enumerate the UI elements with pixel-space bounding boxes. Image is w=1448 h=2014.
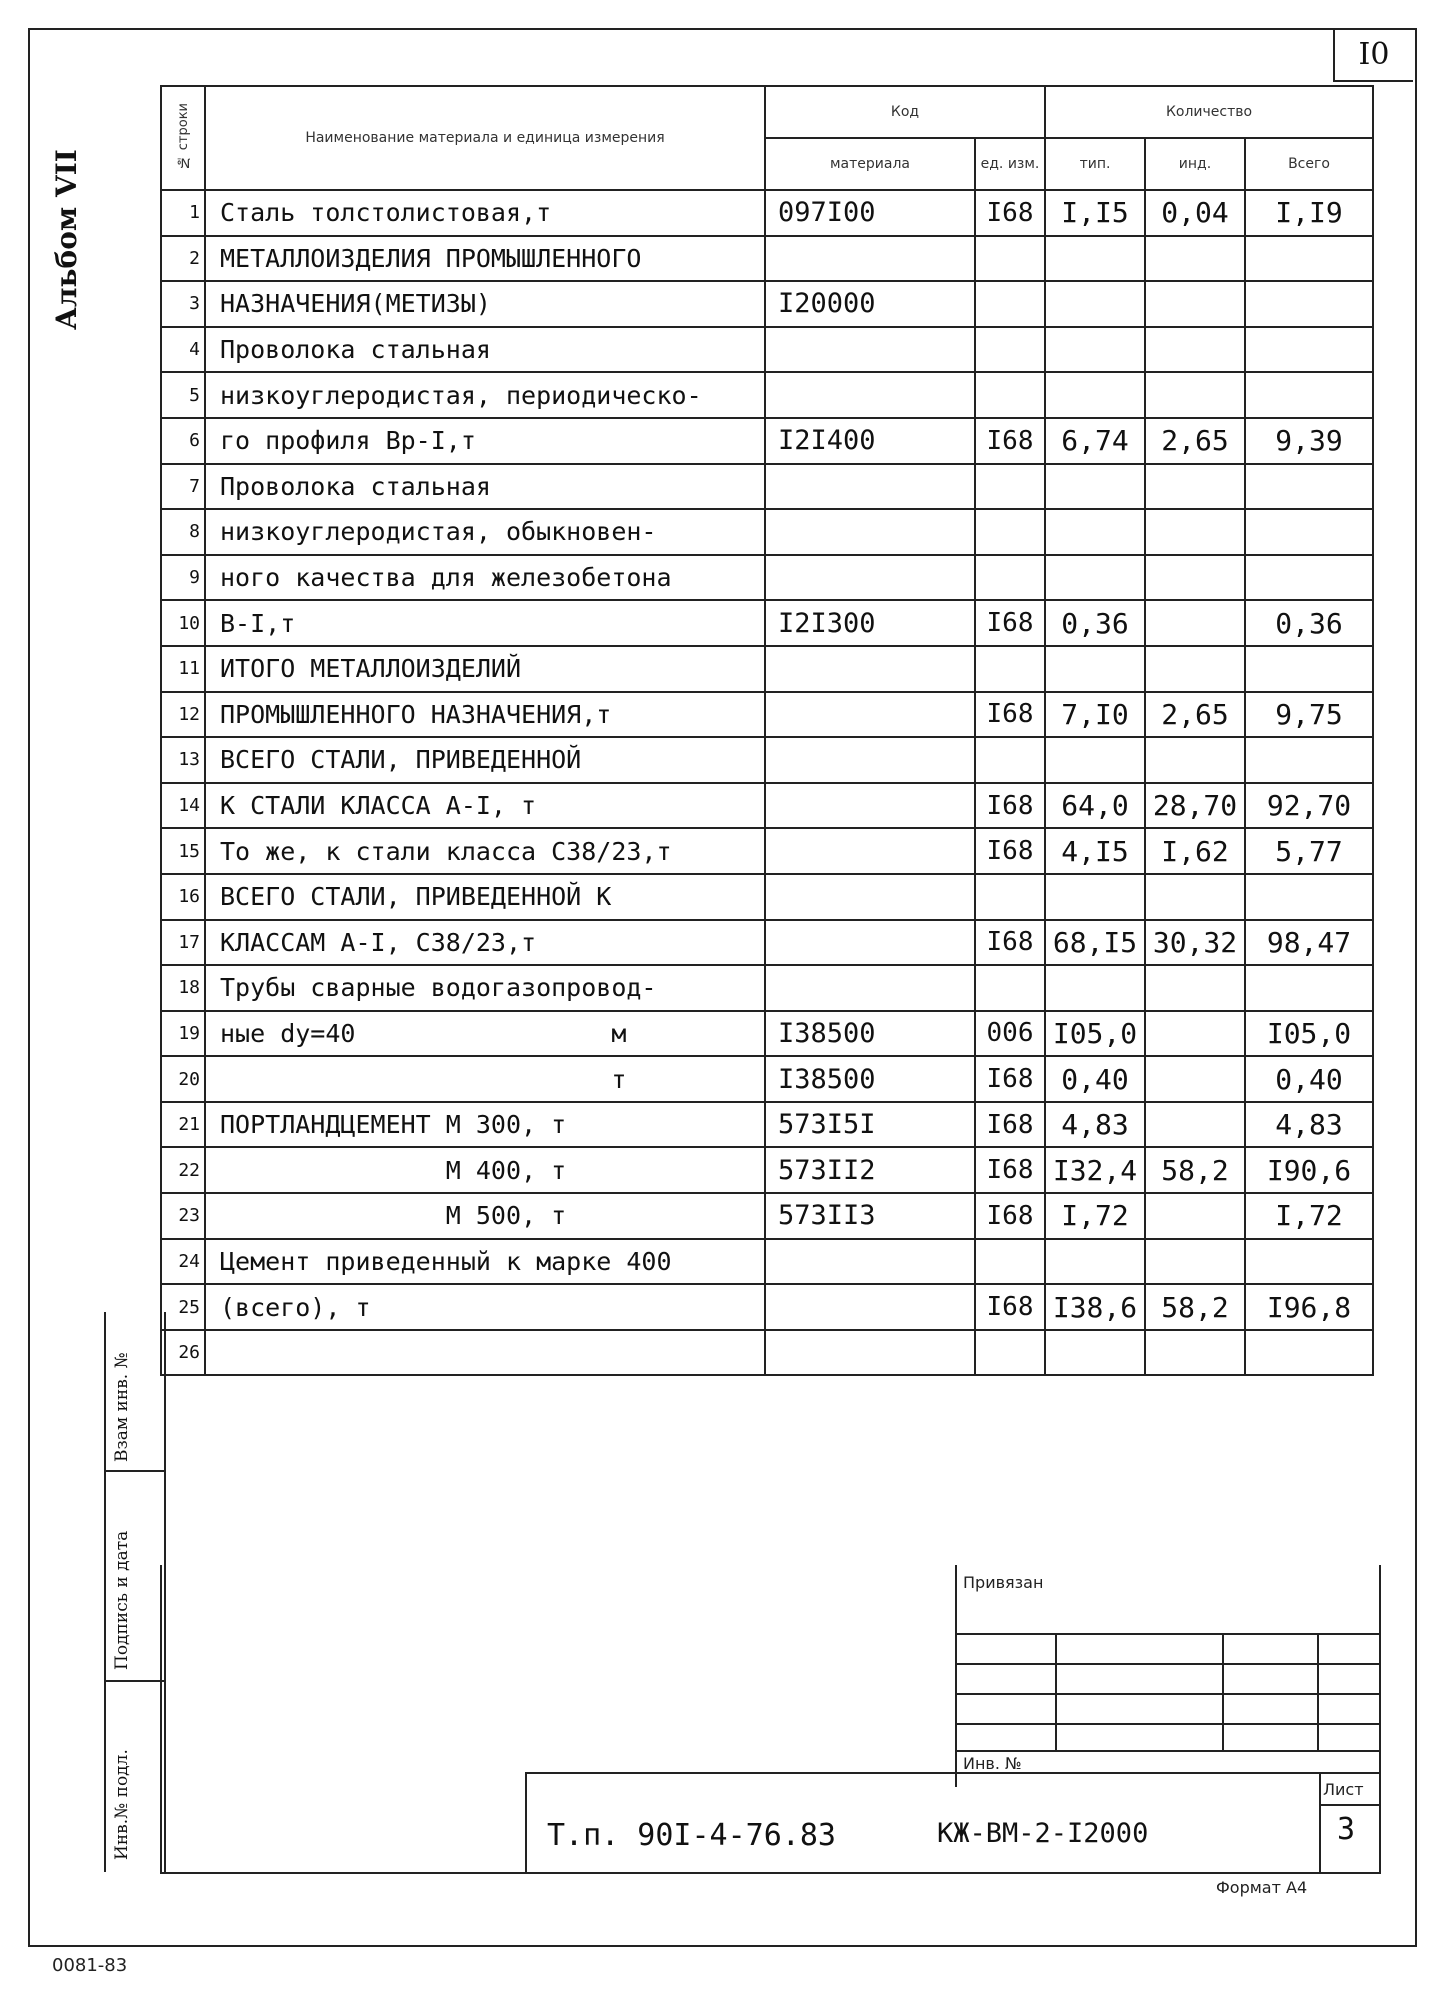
doc-code: КЖ-ВМ-2-I2000: [937, 1818, 1149, 1849]
row-qty-typ: [1045, 965, 1145, 1011]
header-qty-ind: инд.: [1145, 138, 1245, 190]
header-code-unit: ед. изм.: [975, 138, 1045, 190]
row-material-code: 573II2: [765, 1147, 975, 1193]
row-material-code: I2I300: [765, 600, 975, 646]
row-material-code: [765, 509, 975, 555]
row-qty-total: I96,8: [1245, 1284, 1373, 1330]
row-material-code: 097I00: [765, 190, 975, 236]
row-unit-code: I68: [975, 418, 1045, 464]
row-unit-code: I68: [975, 1102, 1045, 1148]
row-qty-ind: [1145, 236, 1245, 282]
row-unit-code: I68: [975, 783, 1045, 829]
row-material-code: [765, 1330, 975, 1376]
row-unit-code: I68: [975, 1193, 1045, 1239]
table-row: [161, 692, 1373, 738]
row-number: 18: [161, 965, 205, 1011]
row-unit-code: [975, 646, 1045, 692]
stamp-inv-podl: Инв.№ подл.: [112, 1749, 132, 1860]
row-qty-ind: 30,32: [1145, 920, 1245, 966]
row-qty-total: [1245, 327, 1373, 373]
table-row: [161, 372, 1373, 418]
row-qty-total: [1245, 372, 1373, 418]
row-qty-typ: [1045, 1239, 1145, 1285]
list-number: 3: [1337, 1812, 1356, 1847]
row-qty-typ: I05,0: [1045, 1011, 1145, 1057]
row-unit-code: I68: [975, 1147, 1045, 1193]
row-qty-total: I90,6: [1245, 1147, 1373, 1193]
table-row: [161, 509, 1373, 555]
stamp-podpis: Подпись и дата: [106, 1470, 164, 1682]
row-qty-ind: I,62: [1145, 828, 1245, 874]
row-unit-code: I68: [975, 692, 1045, 738]
row-material-code: I38500: [765, 1056, 975, 1102]
row-material-code: [765, 692, 975, 738]
table-row: [161, 1056, 1373, 1102]
table-row: [161, 418, 1373, 464]
row-number: 9: [161, 555, 205, 601]
row-unit-code: [975, 1239, 1045, 1285]
row-qty-typ: [1045, 874, 1145, 920]
table-row: [161, 190, 1373, 236]
row-qty-total: 0,40: [1245, 1056, 1373, 1102]
row-number: 13: [161, 737, 205, 783]
row-unit-code: [975, 464, 1045, 510]
stamp-vzam: Взам инв. №: [106, 1312, 164, 1472]
row-qty-total: I05,0: [1245, 1011, 1373, 1057]
table-row: [161, 1330, 1373, 1376]
table-row: [161, 1239, 1373, 1285]
row-qty-total: [1245, 555, 1373, 601]
row-qty-total: [1245, 1330, 1373, 1376]
row-name: Проволока стальная: [205, 327, 765, 373]
row-qty-ind: [1145, 1239, 1245, 1285]
table-row: [161, 327, 1373, 373]
table-row: [161, 737, 1373, 783]
row-unit-code: [975, 509, 1045, 555]
row-name: ПРОМЫШЛЕННОГО НАЗНАЧЕНИЯ,т: [205, 692, 765, 738]
table-row: [161, 1284, 1373, 1330]
row-number: 16: [161, 874, 205, 920]
row-number: 25: [161, 1284, 205, 1330]
row-material-code: [765, 828, 975, 874]
row-material-code: I20000: [765, 281, 975, 327]
row-unit-code: [975, 737, 1045, 783]
project-code: Т.п. 90I-4-76.83: [547, 1818, 836, 1853]
table-row: [161, 600, 1373, 646]
row-number: 6: [161, 418, 205, 464]
row-unit-code: [975, 555, 1045, 601]
side-stamp: [104, 1312, 166, 1872]
table-row: [161, 236, 1373, 282]
row-number: 7: [161, 464, 205, 510]
row-qty-total: 4,83: [1245, 1102, 1373, 1148]
row-name: НАЗНАЧЕНИЯ(МЕТИЗЫ): [205, 281, 765, 327]
row-name: ВСЕГО СТАЛИ, ПРИВЕДЕННОЙ К: [205, 874, 765, 920]
row-qty-total: [1245, 281, 1373, 327]
row-name: низкоуглеродистая, обыкновен-: [205, 509, 765, 555]
row-qty-total: [1245, 236, 1373, 282]
row-qty-ind: [1145, 281, 1245, 327]
row-unit-code: [975, 327, 1045, 373]
row-name: (всего), т: [205, 1284, 765, 1330]
row-qty-total: [1245, 737, 1373, 783]
row-name: т: [205, 1056, 765, 1102]
row-number: 2: [161, 236, 205, 282]
row-material-code: 573II3: [765, 1193, 975, 1239]
row-qty-typ: [1045, 1330, 1145, 1376]
row-number: 11: [161, 646, 205, 692]
row-material-code: [765, 874, 975, 920]
row-qty-ind: [1145, 1330, 1245, 1376]
row-qty-total: 0,36: [1245, 600, 1373, 646]
row-qty-typ: 68,I5: [1045, 920, 1145, 966]
row-qty-ind: 58,2: [1145, 1284, 1245, 1330]
title-block: [525, 1772, 1379, 1874]
row-qty-typ: [1045, 509, 1145, 555]
row-number: 17: [161, 920, 205, 966]
row-qty-typ: [1045, 464, 1145, 510]
row-material-code: I38500: [765, 1011, 975, 1057]
row-qty-typ: 4,I5: [1045, 828, 1145, 874]
material-table: [160, 85, 1374, 1376]
row-number: 20: [161, 1056, 205, 1102]
row-qty-ind: [1145, 600, 1245, 646]
table-row: [161, 281, 1373, 327]
header-qty-total: Всего: [1245, 138, 1373, 190]
table-row: [161, 555, 1373, 601]
row-number: 10: [161, 600, 205, 646]
row-material-code: [765, 1239, 975, 1285]
row-qty-total: [1245, 1239, 1373, 1285]
row-number: 19: [161, 1011, 205, 1057]
row-name: го профиля Вр-I,т: [205, 418, 765, 464]
row-qty-ind: [1145, 1102, 1245, 1148]
row-name: низкоуглеродистая, периодическо-: [205, 372, 765, 418]
row-name: ПОРТЛАНДЦЕМЕНТ М 300, т: [205, 1102, 765, 1148]
table-row: [161, 1193, 1373, 1239]
row-unit-code: I68: [975, 828, 1045, 874]
page-number: I0: [1333, 30, 1413, 82]
row-qty-typ: 6,74: [1045, 418, 1145, 464]
header-code: Код: [765, 86, 1045, 138]
row-material-code: [765, 236, 975, 282]
row-material-code: 573I5I: [765, 1102, 975, 1148]
row-number: 12: [161, 692, 205, 738]
row-material-code: [765, 327, 975, 373]
row-name: М 500, т: [205, 1193, 765, 1239]
row-qty-ind: [1145, 464, 1245, 510]
row-name: ного качества для железобетона: [205, 555, 765, 601]
row-qty-total: [1245, 965, 1373, 1011]
row-material-code: [765, 555, 975, 601]
row-number: 8: [161, 509, 205, 555]
bottom-code: 0081-83: [52, 1955, 128, 1976]
row-qty-ind: [1145, 874, 1245, 920]
binding-grid: [955, 1565, 1379, 1787]
row-number: 4: [161, 327, 205, 373]
row-name: В-I,т: [205, 600, 765, 646]
table-row: [161, 828, 1373, 874]
row-qty-total: I,I9: [1245, 190, 1373, 236]
row-qty-typ: [1045, 327, 1145, 373]
row-qty-typ: I,I5: [1045, 190, 1145, 236]
row-qty-total: [1245, 646, 1373, 692]
row-unit-code: [975, 236, 1045, 282]
row-qty-total: 92,70: [1245, 783, 1373, 829]
row-unit-code: I68: [975, 190, 1045, 236]
row-qty-ind: [1145, 555, 1245, 601]
header-name: Наименование материала и единица измерения: [205, 86, 765, 190]
row-qty-typ: I,72: [1045, 1193, 1145, 1239]
row-name: Цемент приведенный к марке 400: [205, 1239, 765, 1285]
row-name: К СТАЛИ КЛАССА А-I, т: [205, 783, 765, 829]
row-unit-code: I68: [975, 1284, 1045, 1330]
row-qty-ind: 58,2: [1145, 1147, 1245, 1193]
row-name: КЛАССАМ А-I, С38/23,т: [205, 920, 765, 966]
header-qty: Количество: [1045, 86, 1373, 138]
row-qty-ind: [1145, 509, 1245, 555]
row-material-code: [765, 372, 975, 418]
inv-no-label: Инв. №: [963, 1754, 1022, 1773]
row-qty-typ: [1045, 646, 1145, 692]
row-material-code: [765, 965, 975, 1011]
row-qty-ind: [1145, 1056, 1245, 1102]
row-unit-code: [975, 281, 1045, 327]
row-qty-typ: [1045, 737, 1145, 783]
table-row: [161, 464, 1373, 510]
privyazan-label: Привязан: [963, 1573, 1044, 1592]
row-number: 24: [161, 1239, 205, 1285]
row-material-code: [765, 464, 975, 510]
table-row: [161, 874, 1373, 920]
row-unit-code: I68: [975, 600, 1045, 646]
table-row: [161, 1147, 1373, 1193]
row-qty-typ: [1045, 555, 1145, 601]
row-name: [205, 1330, 765, 1376]
row-name: ВСЕГО СТАЛИ, ПРИВЕДЕННОЙ: [205, 737, 765, 783]
row-qty-typ: [1045, 236, 1145, 282]
table-row: [161, 783, 1373, 829]
row-unit-code: [975, 965, 1045, 1011]
row-qty-ind: [1145, 646, 1245, 692]
table-row: [161, 1102, 1373, 1148]
row-qty-ind: 2,65: [1145, 418, 1245, 464]
row-qty-typ: I32,4: [1045, 1147, 1145, 1193]
row-name: МЕТАЛЛОИЗДЕЛИЯ ПРОМЫШЛЕННОГО: [205, 236, 765, 282]
row-unit-code: [975, 874, 1045, 920]
row-qty-ind: 2,65: [1145, 692, 1245, 738]
row-unit-code: I68: [975, 1056, 1045, 1102]
list-label: Лист: [1323, 1780, 1364, 1799]
row-number: 1: [161, 190, 205, 236]
row-unit-code: [975, 1330, 1045, 1376]
row-material-code: [765, 737, 975, 783]
row-qty-total: 98,47: [1245, 920, 1373, 966]
row-material-code: [765, 920, 975, 966]
row-name: ные dy=40 м: [205, 1011, 765, 1057]
row-number: 5: [161, 372, 205, 418]
row-qty-ind: 28,70: [1145, 783, 1245, 829]
row-name: М 400, т: [205, 1147, 765, 1193]
row-unit-code: [975, 372, 1045, 418]
row-name: Сталь толстолистовая,т: [205, 190, 765, 236]
row-qty-total: 5,77: [1245, 828, 1373, 874]
row-qty-typ: 64,0: [1045, 783, 1145, 829]
header-row-no: № строки: [161, 86, 205, 190]
row-number: 14: [161, 783, 205, 829]
row-name: Трубы сварные водогазопровод-: [205, 965, 765, 1011]
row-number: 26: [161, 1330, 205, 1376]
row-qty-typ: 4,83: [1045, 1102, 1145, 1148]
table-row: [161, 920, 1373, 966]
row-name: То же, к стали класса С38/23,т: [205, 828, 765, 874]
row-number: 21: [161, 1102, 205, 1148]
row-qty-ind: [1145, 327, 1245, 373]
row-name: ИТОГО МЕТАЛЛОИЗДЕЛИЙ: [205, 646, 765, 692]
row-unit-code: 006: [975, 1011, 1045, 1057]
row-material-code: [765, 783, 975, 829]
row-number: 3: [161, 281, 205, 327]
row-qty-typ: [1045, 372, 1145, 418]
table-row: [161, 646, 1373, 692]
table-row: [161, 965, 1373, 1011]
row-qty-typ: 0,36: [1045, 600, 1145, 646]
row-material-code: I2I400: [765, 418, 975, 464]
row-name: Проволока стальная: [205, 464, 765, 510]
row-qty-total: 9,75: [1245, 692, 1373, 738]
row-qty-ind: [1145, 1011, 1245, 1057]
row-qty-typ: [1045, 281, 1145, 327]
table-row: [161, 1011, 1373, 1057]
header-code-material: материала: [765, 138, 975, 190]
row-qty-total: [1245, 874, 1373, 920]
row-number: 15: [161, 828, 205, 874]
row-qty-ind: [1145, 737, 1245, 783]
row-qty-ind: [1145, 1193, 1245, 1239]
row-qty-ind: [1145, 372, 1245, 418]
row-material-code: [765, 1284, 975, 1330]
row-qty-total: [1245, 509, 1373, 555]
header-qty-typ: тип.: [1045, 138, 1145, 190]
row-qty-total: 9,39: [1245, 418, 1373, 464]
format-label: Формат А4: [1216, 1878, 1308, 1897]
row-qty-ind: [1145, 965, 1245, 1011]
row-qty-ind: 0,04: [1145, 190, 1245, 236]
row-qty-total: [1245, 464, 1373, 510]
row-qty-total: I,72: [1245, 1193, 1373, 1239]
row-qty-typ: 0,40: [1045, 1056, 1145, 1102]
row-qty-typ: 7,I0: [1045, 692, 1145, 738]
row-unit-code: I68: [975, 920, 1045, 966]
row-qty-typ: I38,6: [1045, 1284, 1145, 1330]
album-label: Альбом VII: [50, 149, 83, 330]
row-number: 22: [161, 1147, 205, 1193]
row-material-code: [765, 646, 975, 692]
row-number: 23: [161, 1193, 205, 1239]
